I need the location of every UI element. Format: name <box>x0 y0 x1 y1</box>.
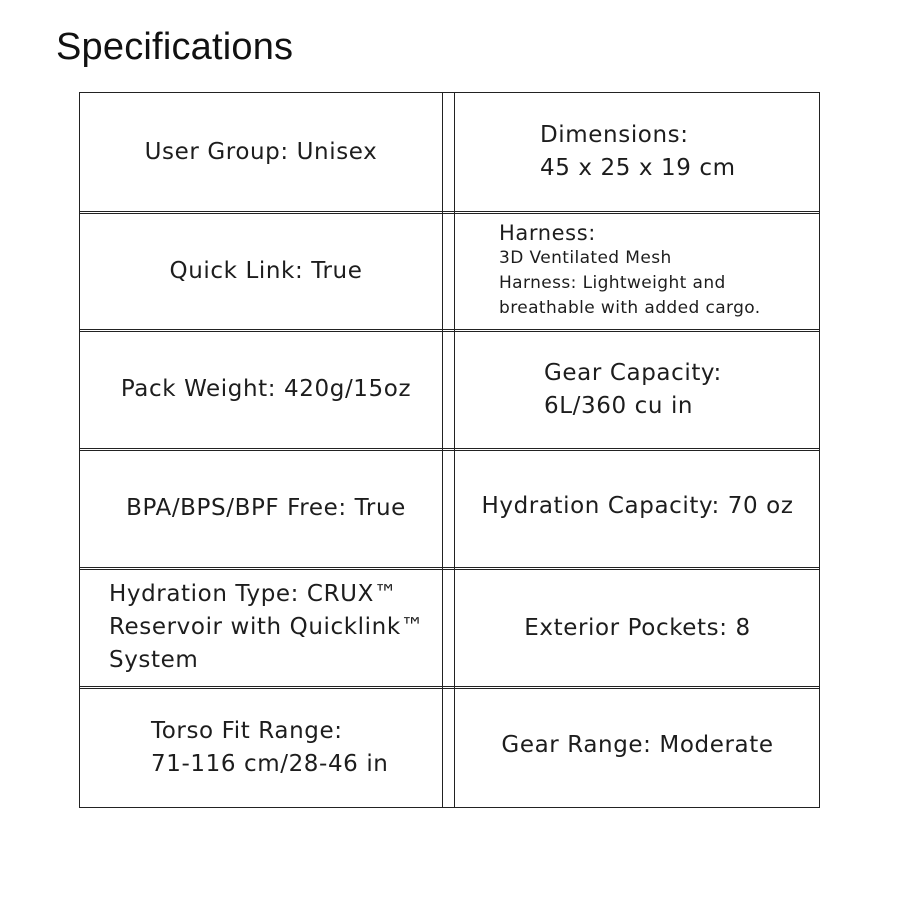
spec-cell-gear-capacity <box>544 331 820 448</box>
page-title: Specifications <box>56 26 294 68</box>
spec-cell-user-group <box>80 93 442 211</box>
spec-cell-dimensions <box>540 93 820 211</box>
spec-detail: Harness: Lightweight and <box>499 273 726 293</box>
spec-text: System <box>109 647 199 673</box>
spec-value: 45 x 25 x 19 cm <box>540 155 736 181</box>
spec-label: Harness: <box>499 221 596 245</box>
spec-detail: 3D Ventilated Mesh <box>499 248 672 268</box>
spec-label: Torso Fit Range: <box>151 718 343 744</box>
spec-cell-quick-link <box>80 213 452 329</box>
spec-cell-harness <box>499 213 819 329</box>
row-divider <box>80 448 819 449</box>
spec-label: Gear Capacity: <box>544 359 722 386</box>
spec-value: 6L/360 cu in <box>544 392 694 419</box>
spec-value: 71-116 cm/28-46 in <box>151 751 389 777</box>
row-divider <box>80 567 819 568</box>
spec-cell-torso-fit <box>151 688 442 808</box>
spec-text: Reservoir with Quicklink™ <box>109 614 425 640</box>
spec-cell-hydration-type <box>109 569 442 686</box>
spec-cell-bpa-free <box>80 450 452 567</box>
row-divider <box>80 211 819 212</box>
spec-text: Pack Weight: 420g/15oz <box>120 376 412 402</box>
spec-cell-hydration-capacity <box>455 450 820 563</box>
spec-cell-exterior-pockets <box>455 569 820 688</box>
spec-text: Exterior Pockets: 8 <box>524 615 751 641</box>
spec-text: Quick Link: True <box>169 257 363 284</box>
specifications-table <box>79 92 820 808</box>
spec-text: Hydration Type: CRUX™ <box>109 581 398 607</box>
spec-text: BPA/BPS/BPF Free: True <box>126 495 406 521</box>
spec-text: User Group: Unisex <box>144 138 378 165</box>
spec-text: Hydration Capacity: 70 oz <box>481 493 794 519</box>
spec-detail: breathable with added cargo. <box>499 298 761 318</box>
spec-cell-pack-weight <box>80 331 452 448</box>
spec-cell-gear-range <box>455 688 820 802</box>
row-divider <box>80 329 819 330</box>
spec-label: Dimensions: <box>540 122 689 148</box>
spec-text: Gear Range: Moderate <box>501 731 774 758</box>
